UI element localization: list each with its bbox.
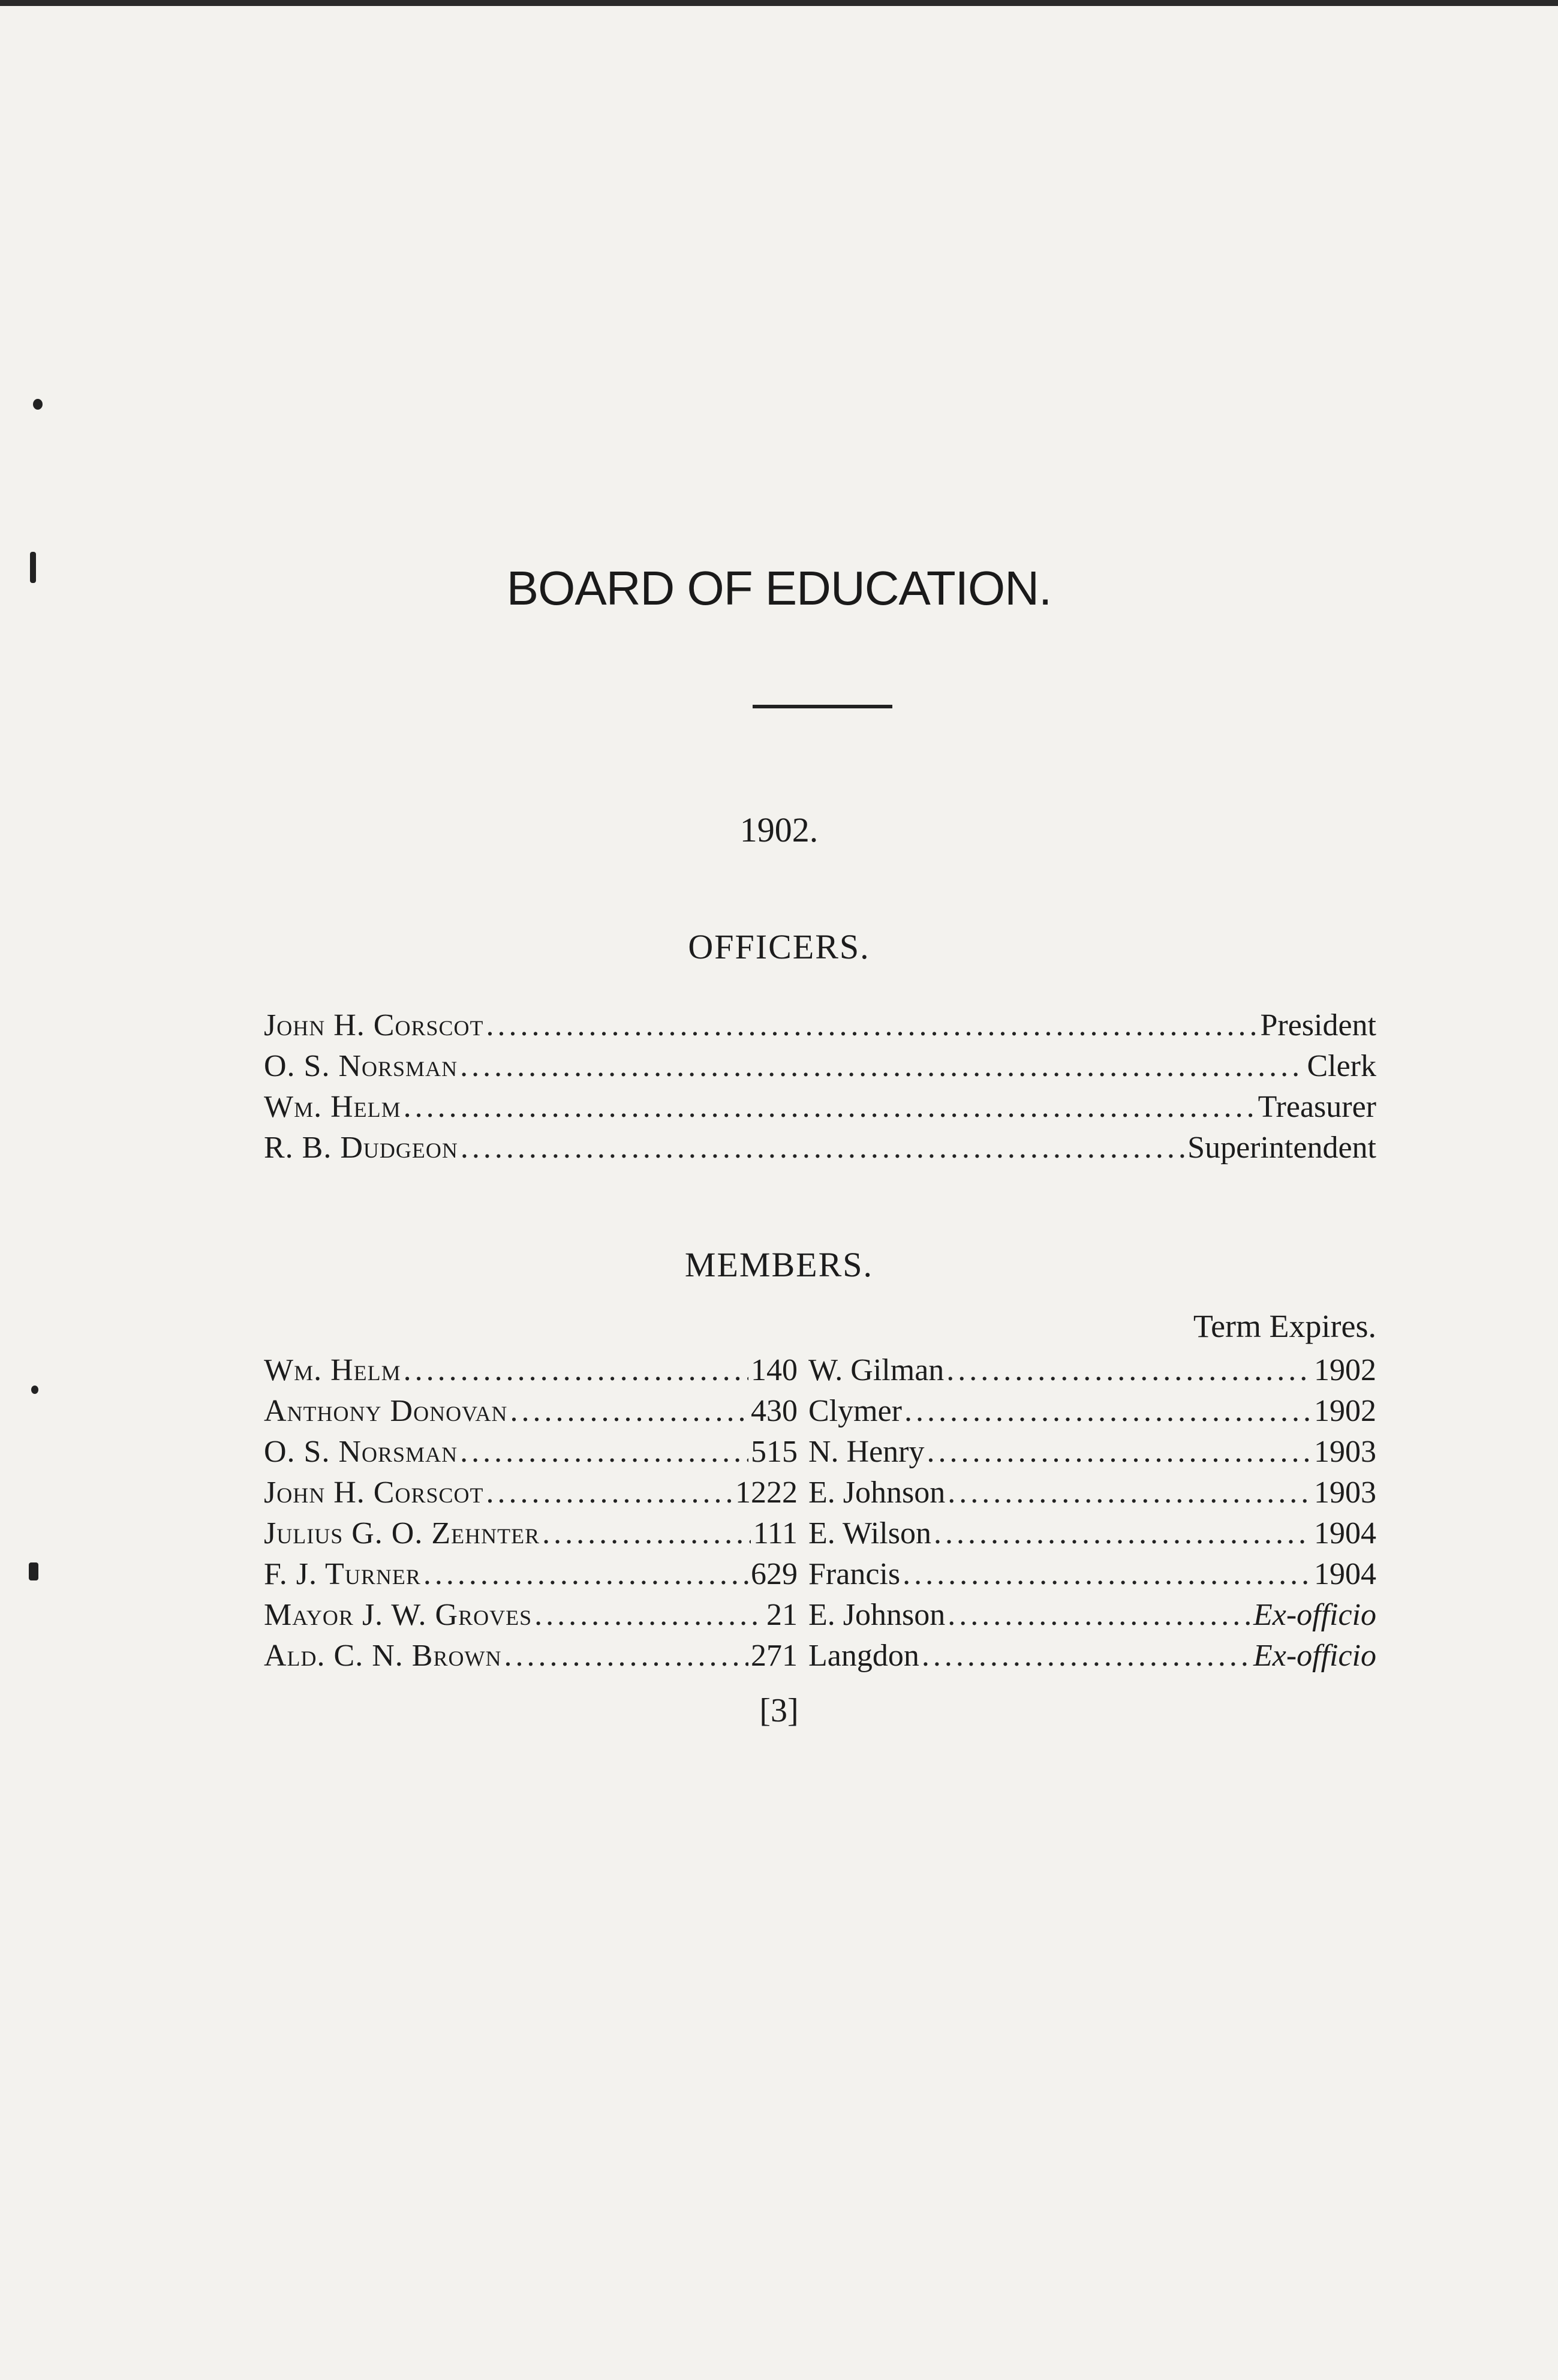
member-street: Francis xyxy=(808,1557,901,1591)
dot-leader xyxy=(946,1353,1312,1388)
member-term: 1903 xyxy=(1314,1476,1376,1510)
officer-name: O. S. Norsman xyxy=(264,1049,458,1083)
officer-role: Treasurer xyxy=(1258,1090,1376,1124)
member-house-number: 111 xyxy=(753,1516,798,1550)
member-house-number: 629 xyxy=(751,1557,798,1591)
member-row xyxy=(264,1638,1376,1680)
officer-role: Clerk xyxy=(1307,1049,1376,1083)
year: 1902. xyxy=(739,810,819,849)
dot-leader xyxy=(461,1130,1185,1165)
member-term: 1904 xyxy=(1314,1557,1376,1591)
member-house-number: 430 xyxy=(751,1394,798,1428)
dot-leader xyxy=(922,1638,1251,1673)
dot-leader xyxy=(423,1556,748,1592)
page-number: [3] xyxy=(759,1692,799,1729)
member-name: Ald. C. N. Brown xyxy=(264,1639,502,1673)
member-name: Julius G. O. Zehnter xyxy=(264,1516,540,1550)
member-row xyxy=(264,1353,1376,1395)
officer-name: John H. Corscot xyxy=(264,1008,484,1042)
officer-role: President xyxy=(1260,1008,1376,1042)
member-term: 1902 xyxy=(1314,1353,1376,1387)
member-name: Mayor J. W. Groves xyxy=(264,1598,533,1632)
member-street: E. Johnson xyxy=(808,1598,946,1632)
officer-role: Superintendent xyxy=(1187,1131,1376,1165)
dot-leader xyxy=(460,1048,1304,1084)
dot-leader xyxy=(934,1516,1312,1551)
dot-leader xyxy=(927,1434,1312,1470)
member-street: E. Wilson xyxy=(808,1516,931,1550)
member-house-number: 271 xyxy=(751,1639,798,1673)
title-divider xyxy=(753,705,892,708)
dot-leader xyxy=(903,1556,1312,1592)
member-row xyxy=(264,1516,1376,1558)
dot-leader xyxy=(904,1393,1312,1429)
member-house-number: 140 xyxy=(751,1353,798,1387)
member-name: Anthony Donovan xyxy=(264,1394,508,1428)
dot-leader xyxy=(486,1008,1258,1043)
officer-row xyxy=(264,1008,1376,1050)
member-row xyxy=(264,1475,1376,1517)
page-title: BOARD OF EDUCATION. xyxy=(506,561,1052,615)
officers-heading: OFFICERS. xyxy=(688,927,870,966)
margin-speck xyxy=(33,399,43,410)
term-expires-label: Term Expires. xyxy=(1193,1308,1376,1344)
member-term: 1903 xyxy=(1314,1435,1376,1469)
officer-name: Wm. Helm xyxy=(264,1090,401,1124)
member-name: John H. Corscot xyxy=(264,1476,484,1510)
member-term: 1902 xyxy=(1314,1394,1376,1428)
member-street: W. Gilman xyxy=(808,1353,945,1387)
officer-row xyxy=(264,1089,1376,1131)
member-row xyxy=(264,1597,1376,1639)
member-street: N. Henry xyxy=(808,1435,925,1469)
member-street: Langdon xyxy=(808,1639,919,1673)
dot-leader xyxy=(534,1597,764,1633)
dot-leader xyxy=(542,1516,751,1551)
dot-leader xyxy=(404,1089,1256,1125)
officer-name: R. B. Dudgeon xyxy=(264,1131,458,1165)
member-row xyxy=(264,1556,1376,1598)
dot-leader xyxy=(486,1475,733,1510)
dot-leader xyxy=(460,1434,748,1470)
dot-leader xyxy=(404,1353,748,1388)
member-name: F. J. Turner xyxy=(264,1557,421,1591)
member-row xyxy=(264,1434,1376,1476)
dot-leader xyxy=(948,1597,1251,1633)
member-name: O. S. Norsman xyxy=(264,1435,458,1469)
member-street: E. Johnson xyxy=(808,1476,946,1510)
officer-row xyxy=(264,1130,1376,1172)
member-term: Ex-officio xyxy=(1253,1639,1376,1673)
officer-row xyxy=(264,1048,1376,1090)
member-name: Wm. Helm xyxy=(264,1353,401,1387)
dot-leader xyxy=(948,1475,1312,1510)
member-street: Clymer xyxy=(808,1394,902,1428)
dot-leader xyxy=(504,1638,748,1673)
member-house-number: 515 xyxy=(751,1435,798,1469)
member-house-number: 21 xyxy=(766,1598,798,1632)
margin-speck xyxy=(31,1386,38,1394)
margin-speck xyxy=(29,1562,38,1580)
top-edge-rule xyxy=(0,0,1558,6)
dot-leader xyxy=(510,1393,748,1429)
member-term: Ex-officio xyxy=(1253,1598,1376,1632)
members-heading: MEMBERS. xyxy=(684,1245,874,1284)
member-house-number: 1222 xyxy=(735,1476,798,1510)
member-term: 1904 xyxy=(1314,1516,1376,1550)
member-row xyxy=(264,1393,1376,1435)
